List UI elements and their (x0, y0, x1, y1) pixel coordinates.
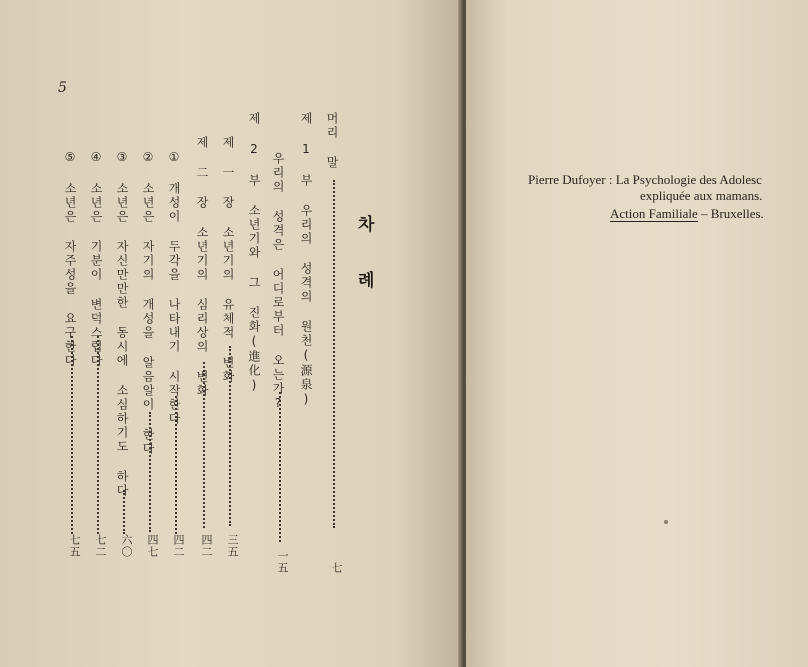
author-name: Pierre Dufoyer : (528, 172, 613, 187)
toc-entry (140, 150, 160, 612)
source-credit-line-1 (528, 172, 762, 188)
toc-entry-title: 머리 말 (325, 112, 339, 170)
toc-entry-title: ⑤ 소년은 자주성을 요구한다 (63, 150, 77, 368)
toc-dot-leader (279, 392, 281, 542)
book-title: La Psychologie des Adolesc (615, 172, 762, 187)
page-number: 5 (58, 80, 67, 96)
toc-entry-title: 우리의 성격은 어디로부터 오는가? (271, 152, 285, 412)
toc-dot-leader (203, 362, 205, 528)
toc-dot-leader (71, 336, 73, 534)
toc-entry (246, 112, 266, 574)
toc-entry-page: 三五 (226, 534, 239, 558)
toc-dot-leader (175, 396, 177, 534)
toc-entry-title: 제 二 장 소년기의 심리상의 변화 (195, 136, 209, 398)
book-subtitle: expliquée aux mamans. (640, 188, 763, 203)
toc-dot-leader (123, 490, 125, 534)
toc-entry (114, 150, 134, 612)
paper-speck (664, 520, 668, 524)
toc-entry (298, 112, 318, 574)
toc-heading-char-2: 례 (358, 271, 375, 291)
toc-entry-page: 七 (330, 562, 343, 574)
toc-entry-page: 四二 (200, 534, 213, 558)
toc-entry-page: 一五 (276, 550, 289, 574)
right-page (466, 0, 808, 667)
toc-entry-page: 四二 (172, 534, 185, 558)
toc-dot-leader (333, 180, 335, 528)
toc-entry (166, 150, 186, 612)
toc-entry-page: 七五 (68, 534, 81, 558)
publisher-city: – Bruxelles. (700, 206, 764, 221)
toc-entry-page: 七二 (94, 534, 107, 558)
toc-entry-title: 제 一 장 소년기의 유체적 변화 (221, 136, 235, 384)
publisher-name: Action Familiale (610, 206, 698, 221)
toc-entry-title: ② 소년은 자기의 개성을 알음알이 한다 (141, 150, 155, 456)
source-credit-line-3 (610, 206, 764, 222)
toc-entry-title: ① 개성이 두각을 나타내기 시작한다 (167, 150, 181, 426)
toc-entry (194, 136, 214, 598)
toc-entry-page: 四七 (146, 534, 159, 558)
toc-entry (220, 136, 240, 598)
toc-entry-title: ③ 소년은 자신만만한 동시에 소심하기도 하다 (115, 150, 129, 498)
toc-dot-leader (97, 336, 99, 534)
toc-entry (270, 152, 290, 614)
toc-entry-page: 六〇 (120, 534, 133, 558)
toc-heading-char-1: 차 (358, 215, 375, 235)
toc-dot-leader (229, 346, 231, 526)
toc-dot-leader (149, 412, 151, 532)
toc-entry (324, 112, 344, 574)
toc-entry-title: 제 2 부 소년기와 그 진화(進化) (247, 112, 261, 394)
toc-entry-title: 제 1 부 우리의 성격의 원천(源泉) (299, 112, 313, 408)
toc-entry (62, 150, 82, 612)
toc-entry (88, 150, 108, 612)
toc-entry-title: ④ 소년은 기분이 변덕스럽다 (89, 150, 103, 368)
